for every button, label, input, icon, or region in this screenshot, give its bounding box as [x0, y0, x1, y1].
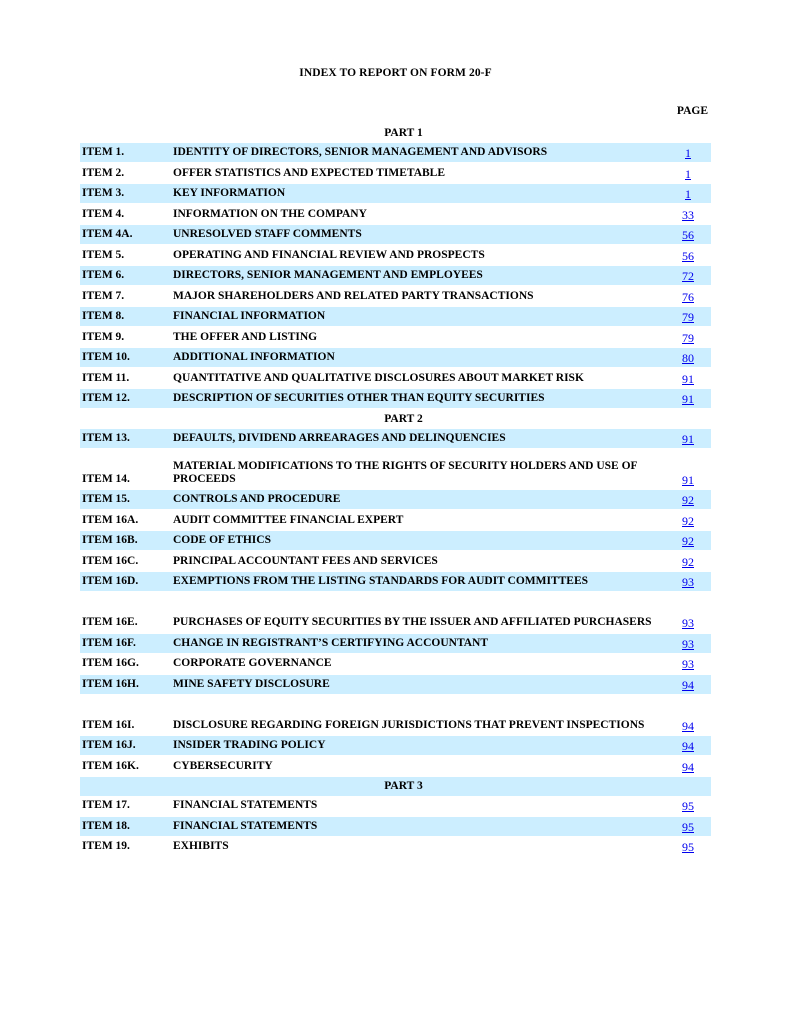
item-number: ITEM 16E.: [82, 616, 138, 628]
toc-row-item-17: [80, 796, 711, 815]
item-number: ITEM 16K.: [82, 759, 139, 772]
page-link[interactable]: 56: [682, 228, 694, 242]
toc-row-item-2: [80, 164, 711, 183]
toc-row-item-16h: [80, 675, 711, 694]
item-number: ITEM 4A.: [82, 228, 133, 240]
item-title: KEY INFORMATION: [173, 187, 286, 199]
page-link[interactable]: 95: [682, 799, 694, 813]
item-title: PRINCIPAL ACCOUNTANT FEES AND SERVICES: [173, 554, 438, 567]
item-number: ITEM 4.: [82, 207, 125, 220]
toc-row-item-11: [80, 369, 711, 388]
item-title: MATERIAL MODIFICATIONS TO THE RIGHTS OF SECURITY HOLDERS AND USE OF PROCEEDS: [173, 459, 638, 485]
toc-row-item-16d: [80, 572, 711, 591]
toc-row-item-15: [80, 490, 711, 509]
toc-row-item-16e: [80, 602, 711, 632]
page-link[interactable]: 72: [682, 269, 694, 283]
page-link[interactable]: 91: [682, 371, 694, 386]
page-link[interactable]: 94: [682, 739, 694, 753]
toc-row-item-7: [80, 287, 711, 306]
item-number: ITEM 16D.: [82, 575, 139, 587]
item-number: ITEM 13.: [82, 431, 130, 444]
toc-row-item-1: [80, 143, 711, 162]
item-title: DISCLOSURE REGARDING FOREIGN JURISDICTIONS THAT PREVENT INSPECTIONS: [173, 718, 645, 731]
item-number: ITEM 5.: [82, 248, 125, 261]
item-number: ITEM 16A.: [82, 513, 139, 526]
item-number: ITEM 9.: [82, 330, 125, 343]
item-title: CONTROLS AND PROCEDURE: [173, 493, 341, 505]
item-title: FINANCIAL INFORMATION: [173, 310, 326, 322]
page-column-header: PAGE: [676, 105, 708, 117]
item-number: ITEM 16I.: [82, 718, 135, 731]
toc-row-item-12: [80, 389, 711, 408]
page-link[interactable]: 92: [682, 493, 694, 507]
toc-row-item-14: [80, 459, 711, 489]
page-link[interactable]: 93: [682, 657, 694, 671]
page-link[interactable]: 33: [682, 207, 694, 222]
page-link[interactable]: 91: [682, 431, 694, 446]
item-number: ITEM 16H.: [82, 677, 139, 690]
item-title: EXEMPTIONS FROM THE LISTING STANDARDS FOR AUDIT COMMITTEES: [173, 575, 589, 587]
part-heading: PART 2: [384, 412, 423, 425]
page-link[interactable]: 94: [682, 677, 694, 692]
page-link[interactable]: 56: [682, 248, 694, 263]
toc-row-item-4a: [80, 225, 711, 244]
page-link[interactable]: 1: [685, 187, 691, 201]
item-number: ITEM 7.: [82, 289, 125, 302]
page-link[interactable]: 95: [682, 840, 694, 854]
toc-row-item-4: [80, 205, 711, 224]
item-title: DESCRIPTION OF SECURITIES OTHER THAN EQUITY SECURITIES: [173, 392, 545, 404]
item-title: CYBERSECURITY: [173, 759, 273, 772]
page-link[interactable]: 94: [682, 718, 694, 733]
page-link[interactable]: 93: [682, 575, 694, 589]
table-of-contents: [80, 124, 711, 858]
page-link[interactable]: 1: [685, 166, 691, 181]
item-title: QUANTITATIVE AND QUALITATIVE DISCLOSURES ABOUT MARKET RISK: [173, 371, 584, 384]
toc-row-item-16j: [80, 736, 711, 755]
item-title: INFORMATION ON THE COMPANY: [173, 207, 367, 220]
page-link[interactable]: 76: [682, 289, 694, 304]
page-link[interactable]: 1: [685, 146, 691, 160]
page-link[interactable]: 95: [682, 819, 694, 834]
item-title: MAJOR SHAREHOLDERS AND RELATED PARTY TRANSACTIONS: [173, 289, 534, 302]
item-title: MINE SAFETY DISCLOSURE: [173, 677, 330, 690]
item-title: CHANGE IN REGISTRANT’S CERTIFYING ACCOUNTANT: [173, 636, 489, 649]
toc-row-item-16c: [80, 552, 711, 571]
page-link[interactable]: 80: [682, 351, 694, 365]
toc-row-item-16f: [80, 634, 711, 653]
toc-row-item-16k: [80, 757, 711, 776]
document-title: INDEX TO REPORT ON FORM 20-F: [299, 67, 492, 79]
item-title: DEFAULTS, DIVIDEND ARREARAGES AND DELINQUENCIES: [173, 431, 506, 444]
item-number: ITEM 18.: [82, 819, 130, 832]
item-title: UNRESOLVED STAFF COMMENTS: [173, 228, 362, 240]
item-number: ITEM 2.: [82, 166, 125, 179]
item-title: OFFER STATISTICS AND EXPECTED TIMETABLE: [173, 166, 446, 179]
toc-row-item-16a: [80, 511, 711, 530]
toc-row-item-16g: [80, 654, 711, 673]
item-number: ITEM 16G.: [82, 657, 139, 669]
item-title: DIRECTORS, SENIOR MANAGEMENT AND EMPLOYEES: [173, 269, 483, 281]
item-title: CODE OF ETHICS: [173, 534, 271, 546]
page-link[interactable]: 93: [682, 636, 694, 651]
part-heading: PART 3: [80, 777, 711, 796]
item-number: ITEM 1.: [82, 146, 125, 158]
toc-row-item-5: [80, 246, 711, 265]
item-title: FINANCIAL STATEMENTS: [173, 819, 318, 832]
item-number: ITEM 10.: [82, 351, 130, 363]
item-number: ITEM 11.: [82, 371, 130, 384]
item-title: CORPORATE GOVERNANCE: [173, 657, 332, 669]
item-number: ITEM 14.: [82, 472, 130, 485]
toc-row-item-16b: [80, 531, 711, 550]
item-number: ITEM 16F.: [82, 636, 136, 649]
page-link[interactable]: 79: [682, 330, 694, 345]
item-title: FINANCIAL STATEMENTS: [173, 799, 318, 811]
item-number: ITEM 17.: [82, 799, 130, 811]
item-number: ITEM 19.: [82, 840, 130, 852]
page-link[interactable]: 93: [682, 616, 694, 630]
page-link[interactable]: 92: [682, 513, 694, 528]
page-link[interactable]: 92: [682, 554, 694, 569]
toc-row-item-6: [80, 266, 711, 285]
toc-row-item-18: [80, 817, 711, 836]
toc-row-item-8: [80, 307, 711, 326]
page-link[interactable]: 79: [682, 310, 694, 324]
page-link[interactable]: 94: [682, 759, 694, 774]
toc-row-item-19: [80, 837, 711, 856]
item-title: INSIDER TRADING POLICY: [173, 739, 326, 751]
toc-row-item-3: [80, 184, 711, 203]
item-number: ITEM 8.: [82, 310, 125, 322]
item-number: ITEM 16J.: [82, 739, 136, 751]
item-title: PURCHASES OF EQUITY SECURITIES BY THE ISSUER AND AFFILIATED PURCHASERS: [173, 616, 652, 628]
toc-row-item-13: [80, 429, 711, 448]
item-number: ITEM 12.: [82, 392, 130, 404]
item-number: ITEM 16B.: [82, 534, 138, 546]
toc-row-item-9: [80, 328, 711, 347]
item-title: AUDIT COMMITTEE FINANCIAL EXPERT: [173, 513, 404, 526]
toc-row-item-10: [80, 348, 711, 367]
item-title: THE OFFER AND LISTING: [173, 330, 318, 343]
page-link[interactable]: 91: [682, 472, 694, 487]
page-link[interactable]: 91: [682, 392, 694, 406]
item-number: ITEM 3.: [82, 187, 125, 199]
item-number: ITEM 15.: [82, 493, 130, 505]
item-title: OPERATING AND FINANCIAL REVIEW AND PROSPECTS: [173, 248, 485, 261]
toc-row-item-16i: [80, 705, 711, 735]
item-number: ITEM 16C.: [82, 554, 139, 567]
part-heading: PART 1: [384, 127, 423, 139]
item-title: IDENTITY OF DIRECTORS, SENIOR MANAGEMENT AND ADVISORS: [173, 146, 548, 158]
item-title: ADDITIONAL INFORMATION: [173, 351, 335, 363]
item-number: ITEM 6.: [82, 269, 125, 281]
item-title: EXHIBITS: [173, 840, 229, 852]
page-link[interactable]: 92: [682, 534, 694, 548]
